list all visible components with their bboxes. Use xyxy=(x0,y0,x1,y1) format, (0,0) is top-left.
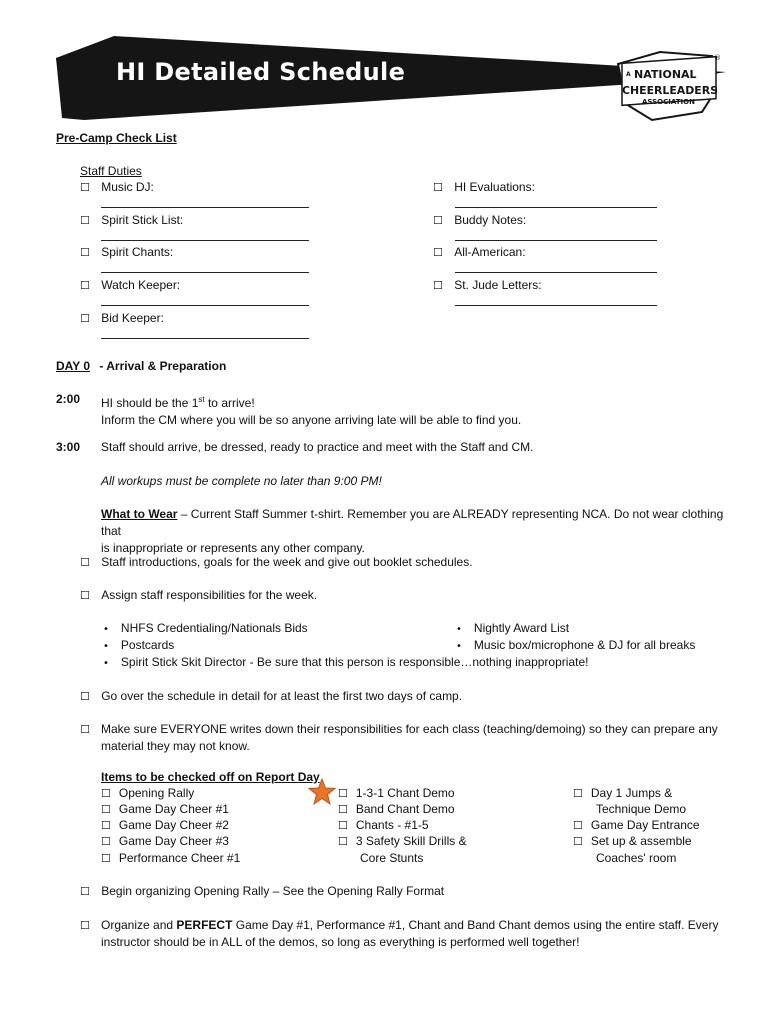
report-item[interactable]: ☐ 1-3-1 Chant Demo xyxy=(338,786,455,800)
checkbox[interactable]: ☐ xyxy=(80,919,90,932)
bullet-item: • Spirit Stick Skit Director - Be sure that this person is responsible…nothing inappropriate! xyxy=(103,655,589,669)
precamp-heading: Pre-Camp Check List xyxy=(56,131,177,145)
checkbox[interactable]: ☐ xyxy=(338,819,348,832)
checkbox[interactable]: ☐ xyxy=(80,556,90,569)
blank-line[interactable] xyxy=(101,207,309,208)
what-to-wear: What to Wear – Current Staff Summer t-shirt. Remember you are ALREADY representing NCA. Do not wear clothing that is inappropriate or represents any other company. xyxy=(101,507,724,555)
duty-spirit-chants[interactable]: ☐ Spirit Chants: xyxy=(80,245,174,259)
checkbox[interactable]: ☐ xyxy=(101,803,111,816)
checkbox[interactable]: ☐ xyxy=(338,787,348,800)
checkbox[interactable]: ☐ xyxy=(433,279,443,292)
checkbox[interactable]: ☐ xyxy=(80,589,90,602)
bullet-item: • Music box/microphone & DJ for all breaks xyxy=(456,638,696,652)
report-day-heading: Items to be checked off on Report Day xyxy=(101,770,320,784)
report-item-continued: Core Stunts xyxy=(360,851,424,865)
checkbox[interactable]: ☐ xyxy=(573,819,583,832)
report-item[interactable]: ☐ Game Day Entrance xyxy=(573,818,700,832)
checkbox[interactable]: ☐ xyxy=(433,181,443,194)
nca-logo xyxy=(612,50,728,122)
report-item[interactable]: ☐ 3 Safety Skill Drills & xyxy=(338,834,467,848)
blank-line[interactable] xyxy=(101,272,309,273)
bullet-item: • Nightly Award List xyxy=(456,621,570,635)
task-staff-intro[interactable]: ☐ Staff introductions, goals for the week and give out booklet schedules. xyxy=(80,555,473,569)
task-organize-checkbox[interactable] xyxy=(80,918,90,932)
staff-duties-heading: Staff Duties xyxy=(80,164,142,178)
time-2-00: 2:00 xyxy=(56,392,81,406)
task-begin-rally[interactable]: ☐ Begin organizing Opening Rally – See the Opening Rally Format xyxy=(80,884,445,898)
checkbox[interactable]: ☐ xyxy=(573,787,583,800)
checkbox[interactable]: ☐ xyxy=(338,803,348,816)
svg-text:A: A xyxy=(626,71,631,78)
report-item[interactable]: ☐ Set up & assemble xyxy=(573,834,692,848)
task-organize-text: Organize and PERFECT Game Day #1, Performance #1, Chant and Band Chant demos using the entire staff. Every instructor should be in ALL of the demos, so long as everything is performed well together! xyxy=(101,918,719,949)
task-go-over-schedule[interactable]: ☐ Go over the schedule in detail for at least the first two days of camp. xyxy=(80,689,463,703)
duty-music-dj[interactable]: ☐ Music DJ: xyxy=(80,180,154,194)
blank-line[interactable] xyxy=(101,305,309,306)
t200-text: HI should be the 1st to arrive! Inform the CM where you will be so anyone arriving late will be able to find you. xyxy=(101,395,522,427)
svg-text:ASSOCIATION: ASSOCIATION xyxy=(642,98,695,106)
blank-line[interactable] xyxy=(455,305,657,306)
duty-bid-keeper[interactable]: ☐ Bid Keeper: xyxy=(80,311,164,325)
report-item-continued: Coaches' room xyxy=(596,851,677,865)
report-item[interactable]: ☐ Band Chant Demo xyxy=(338,802,455,816)
checkbox[interactable]: ☐ xyxy=(433,214,443,227)
svg-text:NATIONAL: NATIONAL xyxy=(634,68,697,81)
svg-text:CHEERLEADERS: CHEERLEADERS xyxy=(622,84,719,97)
checkbox[interactable]: ☐ xyxy=(101,835,111,848)
checkbox[interactable]: ☐ xyxy=(80,885,90,898)
blank-line[interactable] xyxy=(455,272,657,273)
duty-buddy-notes[interactable]: ☐ Buddy Notes: xyxy=(433,213,527,227)
page-title: HI Detailed Schedule xyxy=(116,58,406,86)
blank-line[interactable] xyxy=(101,338,309,339)
checkbox[interactable]: ☐ xyxy=(338,835,348,848)
report-item-continued: Technique Demo xyxy=(596,802,687,816)
task-make-sure-text: Make sure EVERYONE writes down their responsibilities for each class (teaching/demoing) so they can prepare any material they may not know. xyxy=(101,722,718,753)
checkbox[interactable]: ☐ xyxy=(101,819,111,832)
checkbox[interactable]: ☐ xyxy=(80,279,90,292)
t300-text: Staff should arrive, be dressed, ready to practice and meet with the Staff and CM. xyxy=(101,440,534,454)
checkbox[interactable]: ☐ xyxy=(80,723,90,736)
report-item[interactable]: ☐ Opening Rally xyxy=(101,786,195,800)
bullet-item: • NHFS Credentialing/Nationals Bids xyxy=(103,621,308,635)
checkbox[interactable]: ☐ xyxy=(80,312,90,325)
report-item[interactable]: ☐ Game Day Cheer #3 xyxy=(101,834,229,848)
blank-line[interactable] xyxy=(455,207,657,208)
checkbox[interactable]: ☐ xyxy=(80,246,90,259)
time-3-00: 3:00 xyxy=(56,440,81,454)
duty-all-american[interactable]: ☐ All-American: xyxy=(433,245,526,259)
bullet-item: • Postcards xyxy=(103,638,175,652)
blank-line[interactable] xyxy=(455,240,657,241)
checkbox[interactable]: ☐ xyxy=(80,214,90,227)
duty-st-jude-letters[interactable]: ☐ St. Jude Letters: xyxy=(433,278,542,292)
report-item[interactable]: ☐ Day 1 Jumps & xyxy=(573,786,673,800)
svg-text:®: ® xyxy=(714,54,721,62)
checkbox[interactable]: ☐ xyxy=(80,690,90,703)
day0-heading: DAY 0 - Arrival & Preparation xyxy=(56,359,227,373)
blank-line[interactable] xyxy=(101,240,309,241)
checkbox[interactable]: ☐ xyxy=(573,835,583,848)
checkbox[interactable]: ☐ xyxy=(101,852,111,865)
workup-note: All workups must be complete no later than 9:00 PM! xyxy=(101,474,382,488)
task-assign[interactable]: ☐ Assign staff responsibilities for the week. xyxy=(80,588,318,602)
checkbox[interactable]: ☐ xyxy=(433,246,443,259)
report-item[interactable]: ☐ Game Day Cheer #1 xyxy=(101,802,229,816)
duty-hi-evaluations[interactable]: ☐ HI Evaluations: xyxy=(433,180,535,194)
duty-watch-keeper[interactable]: ☐ Watch Keeper: xyxy=(80,278,181,292)
report-item[interactable]: ☐ Chants - #1-5 xyxy=(338,818,429,832)
task-make-sure-checkbox[interactable] xyxy=(80,722,90,736)
checkbox[interactable]: ☐ xyxy=(101,787,111,800)
report-item[interactable]: ☐ Performance Cheer #1 xyxy=(101,851,241,865)
report-item[interactable]: ☐ Game Day Cheer #2 xyxy=(101,818,229,832)
duty-spirit-stick-list[interactable]: ☐ Spirit Stick List: xyxy=(80,213,184,227)
star-icon xyxy=(308,778,336,806)
checkbox[interactable]: ☐ xyxy=(80,181,90,194)
